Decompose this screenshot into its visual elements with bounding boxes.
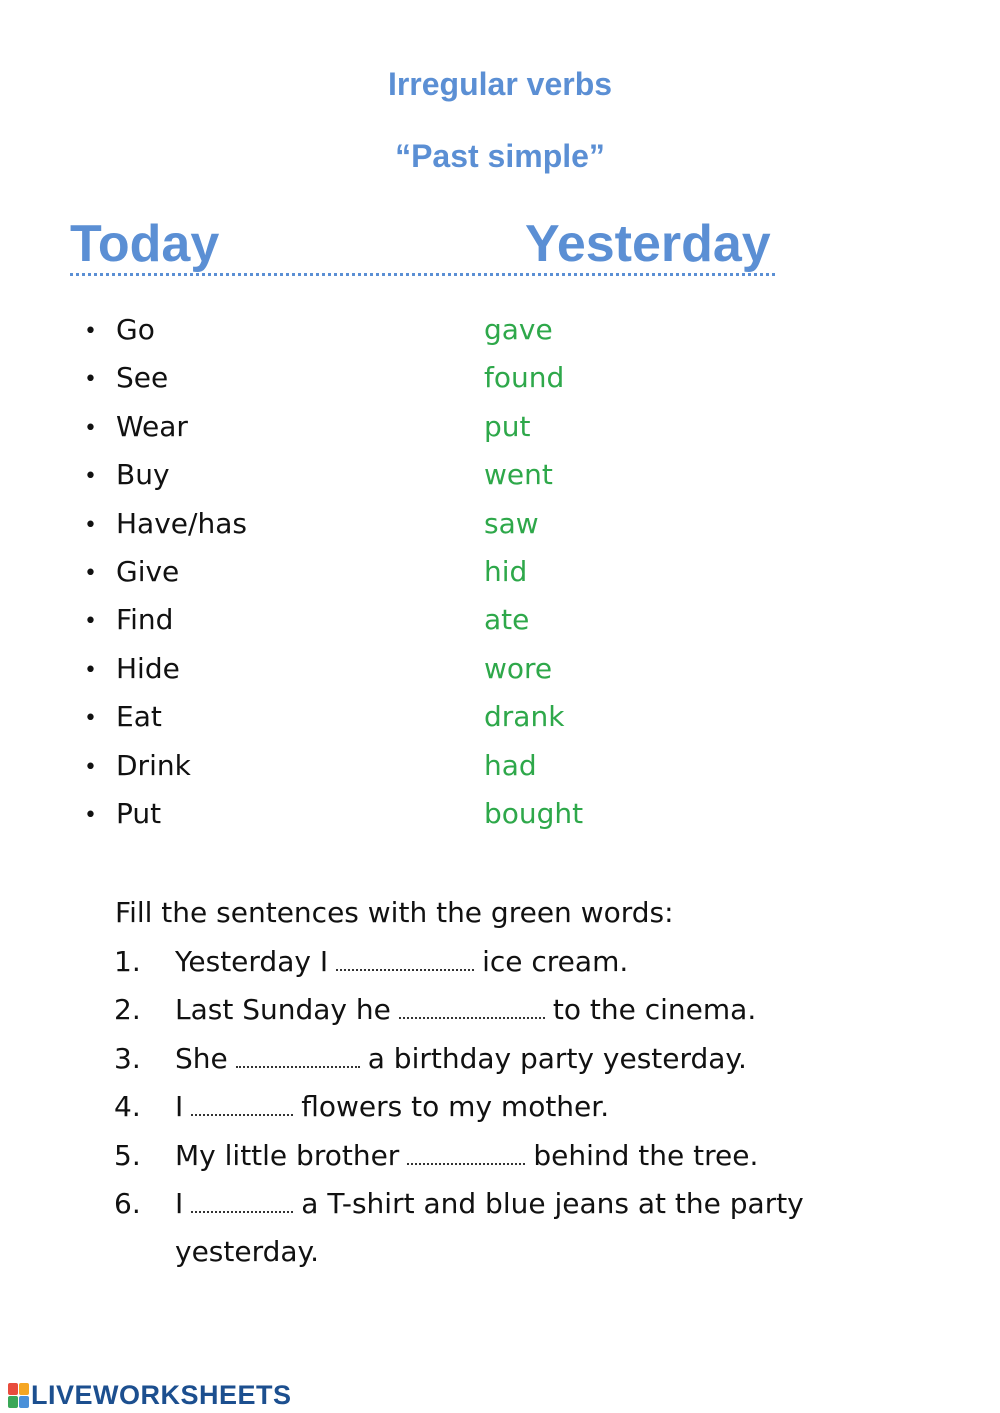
bullet: • — [84, 803, 97, 828]
verb-row — [0, 602, 1000, 650]
bullet: • — [84, 367, 97, 393]
verb-present: Hide — [116, 651, 180, 685]
verb-present: Wear — [116, 409, 188, 443]
answer-blank[interactable] — [191, 1187, 293, 1213]
sentence-text — [175, 1083, 609, 1131]
verb-past: found — [484, 361, 565, 395]
logo-text: LIVEWORKSHEETS — [31, 1379, 292, 1410]
verb-row — [0, 651, 1000, 699]
verb-past: hid — [484, 555, 528, 588]
verb-row — [0, 699, 1000, 747]
sentence-number: 2. — [114, 993, 141, 1027]
verb-present: See — [116, 361, 169, 395]
sentence-after: a T-shirt and blue jeans at the party — [301, 1187, 804, 1220]
sentence-number: 3. — [114, 1041, 141, 1075]
sentence-text — [175, 1132, 758, 1180]
answer-blank[interactable] — [399, 993, 545, 1019]
sentence-text — [175, 1180, 804, 1228]
verb-row — [0, 360, 1000, 408]
verb-past: drank — [484, 700, 565, 734]
liveworksheets-logo — [8, 1380, 292, 1410]
verb-row — [0, 554, 1000, 602]
sentence-number: 4. — [114, 1090, 141, 1124]
bullet: • — [84, 609, 97, 635]
bullet: • — [84, 706, 97, 732]
verb-row — [0, 506, 1000, 554]
sentence-number: 5. — [114, 1138, 141, 1172]
sentence-after: to the cinema. — [552, 993, 757, 1027]
sentence-before: Yesterday I — [175, 945, 329, 978]
verb-row — [0, 457, 1000, 505]
sentence-number: 6. — [114, 1187, 141, 1220]
verb-row — [0, 796, 1000, 844]
answer-blank[interactable] — [336, 945, 474, 971]
sentence-text: yesterday. — [175, 1235, 320, 1269]
sentence-after: behind the tree. — [533, 1138, 759, 1172]
column-header — [70, 214, 775, 276]
worksheet-subtitle: “Past simple” — [395, 138, 605, 174]
verb-present: Eat — [116, 700, 162, 734]
bullet: • — [84, 319, 97, 344]
sentence-text — [175, 1035, 747, 1083]
verb-past: saw — [484, 506, 539, 540]
answer-blank[interactable] — [191, 1090, 293, 1116]
sentence-before: My little brother — [175, 1138, 400, 1172]
bullet: • — [84, 512, 97, 538]
sentence-before: I — [175, 1090, 184, 1124]
verb-present: Go — [116, 313, 155, 346]
sentence-text — [175, 986, 756, 1034]
bullet: • — [84, 657, 97, 683]
verb-present: Buy — [116, 458, 170, 492]
sentence-before: She — [175, 1041, 228, 1075]
sentence-before: I — [175, 1187, 184, 1220]
header-today: Today — [70, 215, 220, 273]
verb-row — [0, 409, 1000, 457]
bullet: • — [84, 464, 97, 490]
sentence-number: 1. — [114, 945, 141, 978]
instruction: Fill the sentences with the green words: — [115, 896, 674, 929]
header-yesterday: Yesterday — [525, 215, 771, 273]
sentence-after: flowers to my mother. — [301, 1090, 610, 1124]
verb-past: ate — [484, 603, 530, 637]
verb-past: gave — [484, 313, 553, 346]
verb-row — [0, 312, 1000, 360]
verb-past: wore — [484, 651, 553, 685]
verb-past: bought — [484, 797, 584, 830]
logo-mark-icon — [8, 1383, 29, 1408]
worksheet-title: Irregular verbs — [387, 66, 613, 102]
bullet: • — [84, 754, 97, 780]
sentence-after: ice cream. — [482, 945, 629, 978]
verb-past: went — [484, 458, 553, 492]
sentence-text — [175, 938, 628, 986]
answer-blank[interactable] — [236, 1042, 360, 1068]
verb-past: had — [484, 748, 537, 782]
verb-row — [0, 748, 1000, 796]
sentence-after: a birthday party yesterday. — [367, 1041, 747, 1075]
verb-past: put — [484, 409, 531, 443]
bullet: • — [84, 561, 97, 586]
verb-present: Find — [116, 603, 174, 637]
answer-blank[interactable] — [407, 1139, 525, 1165]
verb-present: Give — [116, 555, 180, 588]
verb-present: Put — [116, 797, 162, 830]
verb-present: Have/has — [116, 506, 247, 540]
bullet: • — [84, 415, 97, 441]
verb-present: Drink — [116, 748, 191, 782]
sentence-before: Last Sunday he — [175, 993, 391, 1027]
